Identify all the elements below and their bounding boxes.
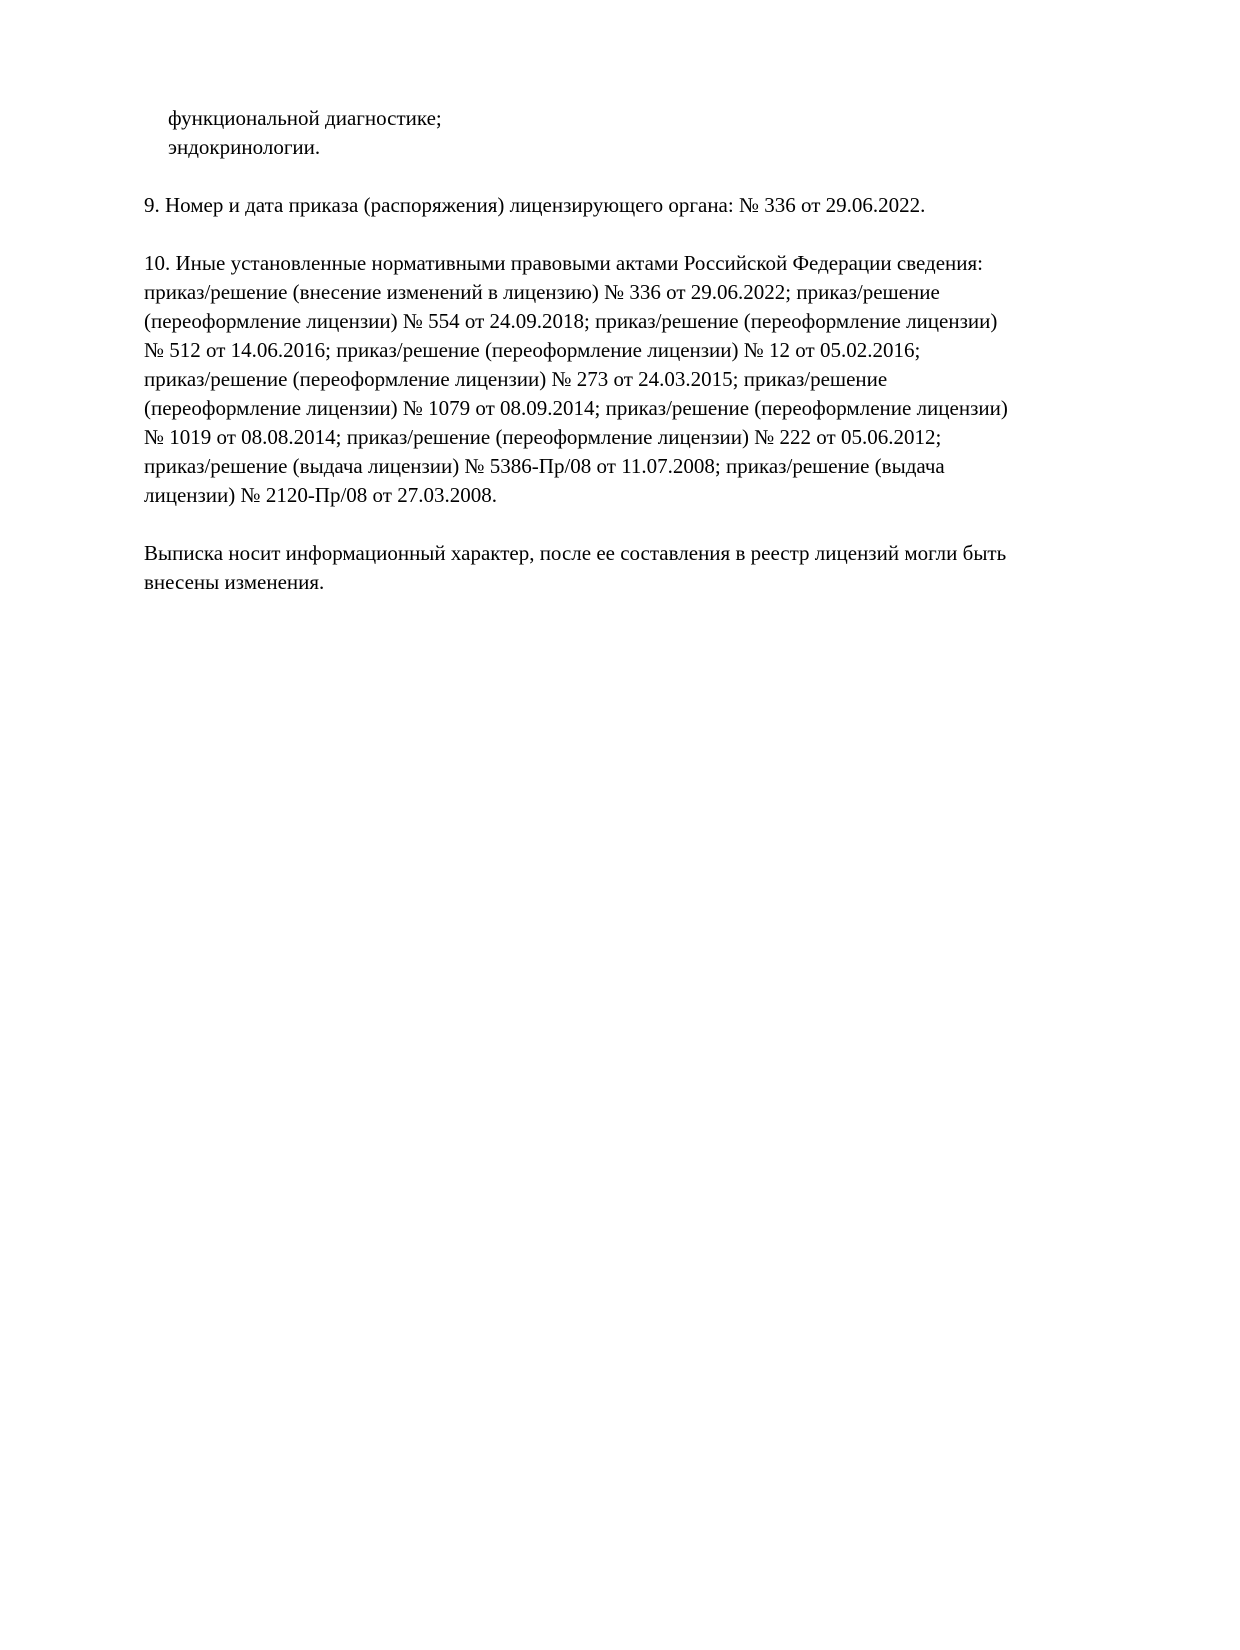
item-9-text: 9. Номер и дата приказа (распоряжения) лицензирующего органа: № 336 от 29.06.2022. [144, 193, 926, 217]
spacer [144, 510, 1154, 539]
continued-activity-list [144, 104, 1154, 162]
list-item: эндокринологии. [168, 135, 321, 159]
spacer [144, 220, 1154, 249]
item-10-line: приказ/решение (переоформление лицензии) № 273 от 24.03.2015; приказ/решение [144, 367, 888, 391]
disclaimer-paragraph [144, 539, 1154, 597]
item-10-line: № 512 от 14.06.2016; приказ/решение (переоформление лицензии) № 12 от 05.02.2016; [144, 338, 921, 362]
item-10-line: лицензии) № 2120-Пр/08 от 27.03.2008. [144, 483, 497, 507]
item-10-line: 10. Иные установленные нормативными правовыми актами Российской Федерации сведения: [144, 251, 984, 275]
item-9-paragraph [144, 191, 1154, 220]
item-10-line: приказ/решение (выдача лицензии) № 5386-Пр/08 от 11.07.2008; приказ/решение (выдача [144, 454, 945, 478]
item-10-line: № 1019 от 08.08.2014; приказ/решение (переоформление лицензии) № 222 от 05.06.2012; [144, 425, 942, 449]
document-content [144, 104, 1154, 597]
item-10-line: (переоформление лицензии) № 554 от 24.09.2018; приказ/решение (переоформление лицензии) [144, 309, 998, 333]
spacer [144, 162, 1154, 191]
item-10-line: приказ/решение (внесение изменений в лицензию) № 336 от 29.06.2022; приказ/решение [144, 280, 940, 304]
disclaimer-line: Выписка носит информационный характер, после ее составления в реестр лицензий могли быть [144, 541, 1007, 565]
item-10-paragraph [144, 249, 1154, 510]
item-10-line: (переоформление лицензии) № 1079 от 08.09.2014; приказ/решение (переоформление лицензии) [144, 396, 1008, 420]
list-item: функциональной диагностике; [168, 106, 442, 130]
disclaimer-line: внесены изменения. [144, 570, 325, 594]
